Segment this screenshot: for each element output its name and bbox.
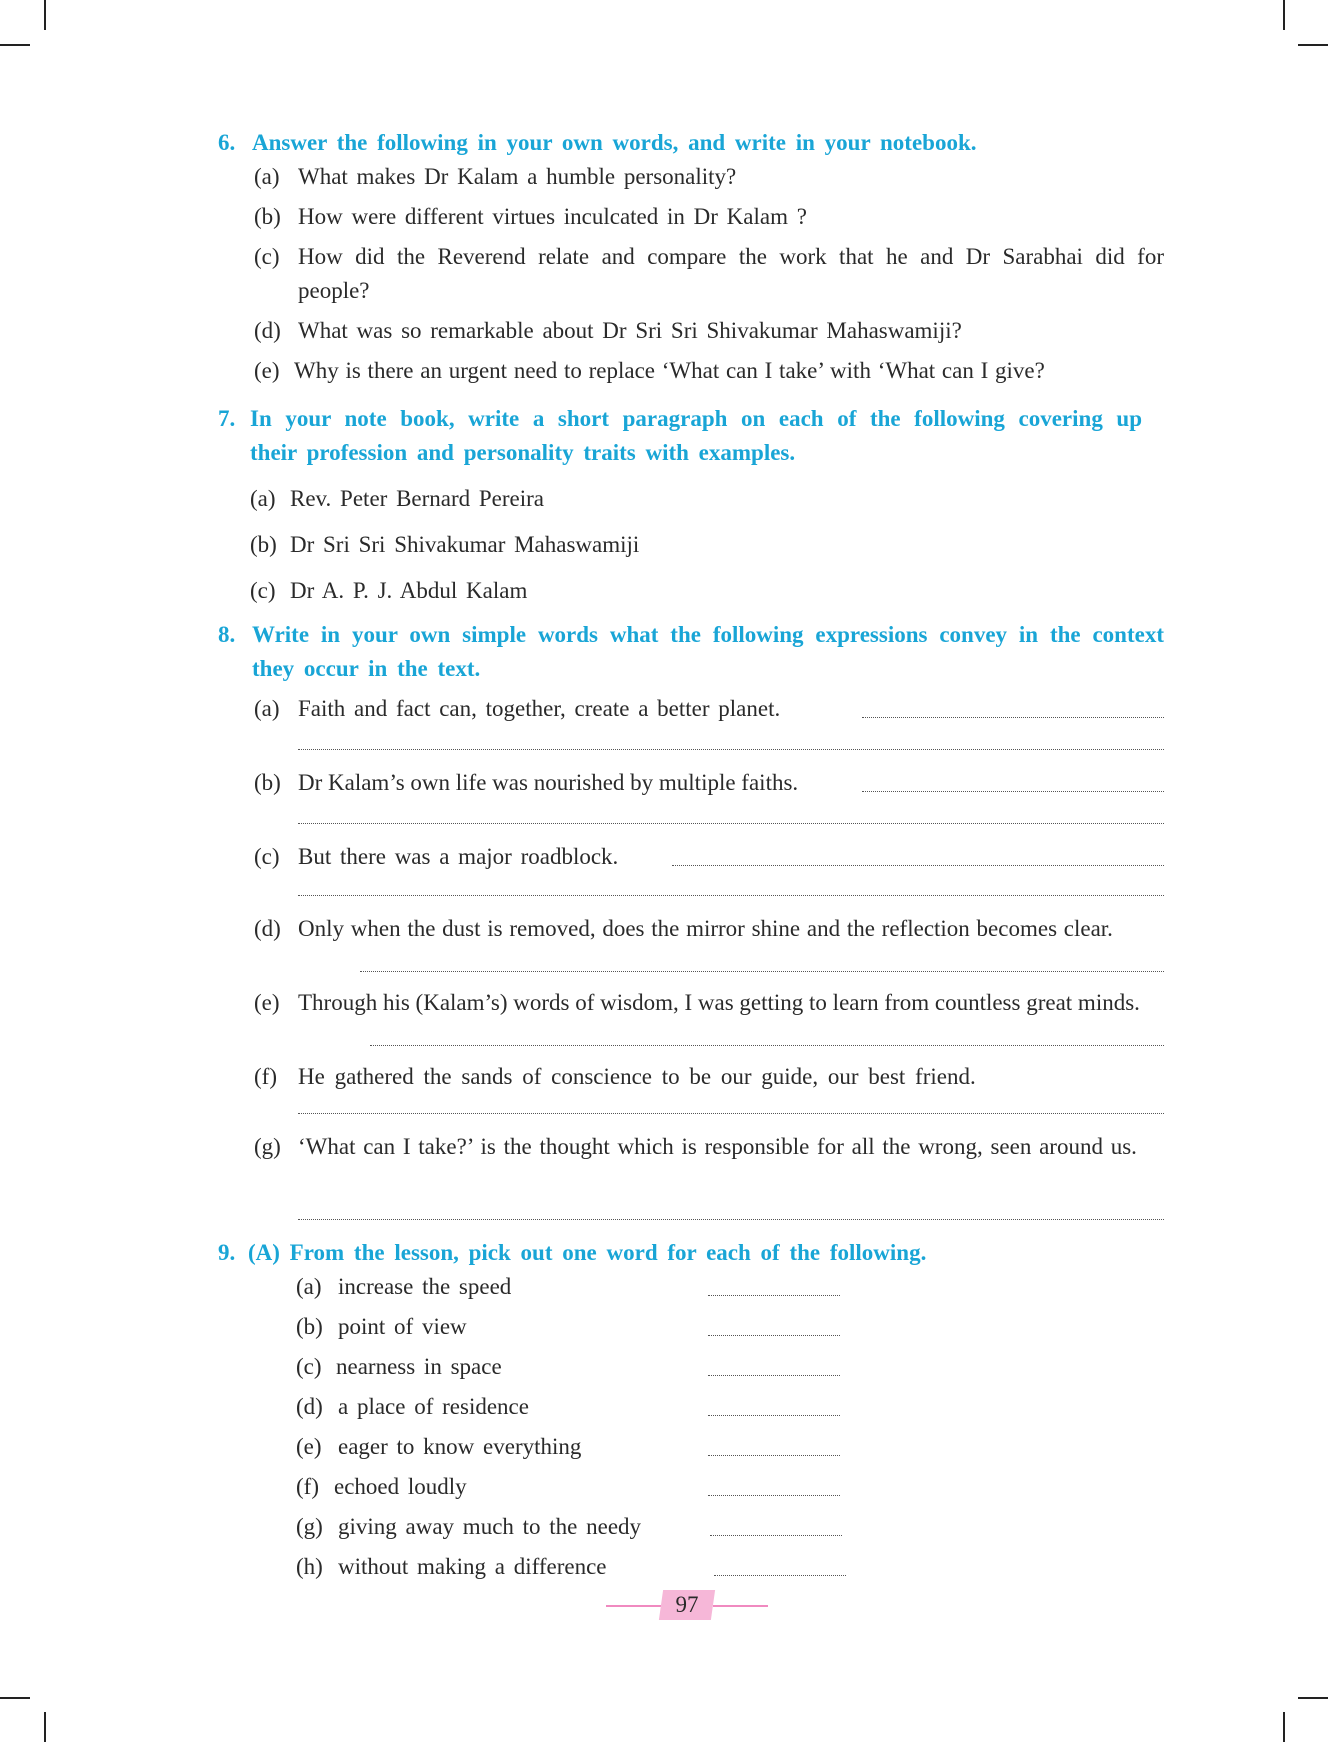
answer-line[interactable] (708, 1335, 840, 1336)
answer-line[interactable] (298, 1113, 1164, 1114)
question-number: 8. (218, 622, 236, 647)
answer-line[interactable] (298, 1219, 1164, 1220)
question-text: In your note book, write a short paragraph on each of the following covering up their profession and personality traits with examples. (250, 406, 1142, 465)
answer-line[interactable] (710, 1535, 842, 1536)
answer-line[interactable] (862, 717, 1164, 718)
crop-mark (1298, 44, 1328, 46)
answer-line[interactable] (708, 1375, 840, 1376)
answer-line[interactable] (708, 1495, 840, 1496)
answer-line[interactable] (298, 749, 1164, 750)
answer-line[interactable] (708, 1415, 840, 1416)
answer-line[interactable] (714, 1575, 846, 1576)
answer-line[interactable] (298, 823, 1164, 824)
crop-mark (1298, 1697, 1328, 1699)
crop-mark (0, 1697, 30, 1699)
answer-line[interactable] (708, 1295, 840, 1296)
question-text: (A) From the lesson, pick out one word for each of the following. (248, 1240, 927, 1265)
crop-mark (1283, 1712, 1285, 1742)
question-number: 9. (218, 1240, 236, 1265)
crop-mark (1283, 0, 1285, 30)
page-number: 97 (675, 1592, 699, 1617)
answer-line[interactable] (708, 1455, 840, 1456)
answer-line[interactable] (360, 971, 1164, 972)
decorative-line (606, 1605, 661, 1607)
answer-line[interactable] (862, 791, 1164, 792)
question-text: Write in your own simple words what the following expressions convey in the context they occur in the text. (252, 622, 1164, 681)
question-text: Answer the following in your own words, and write in your notebook. (252, 130, 977, 155)
answer-line[interactable] (672, 865, 1164, 866)
answer-line[interactable] (370, 1045, 1164, 1046)
crop-mark (44, 0, 46, 30)
decorative-line (713, 1605, 768, 1607)
crop-mark (44, 1712, 46, 1742)
answer-line[interactable] (298, 895, 1164, 896)
page-number-footer (606, 1588, 768, 1624)
crop-mark (0, 44, 30, 46)
question-number: 7. (218, 406, 236, 431)
question-number: 6. (218, 130, 236, 155)
